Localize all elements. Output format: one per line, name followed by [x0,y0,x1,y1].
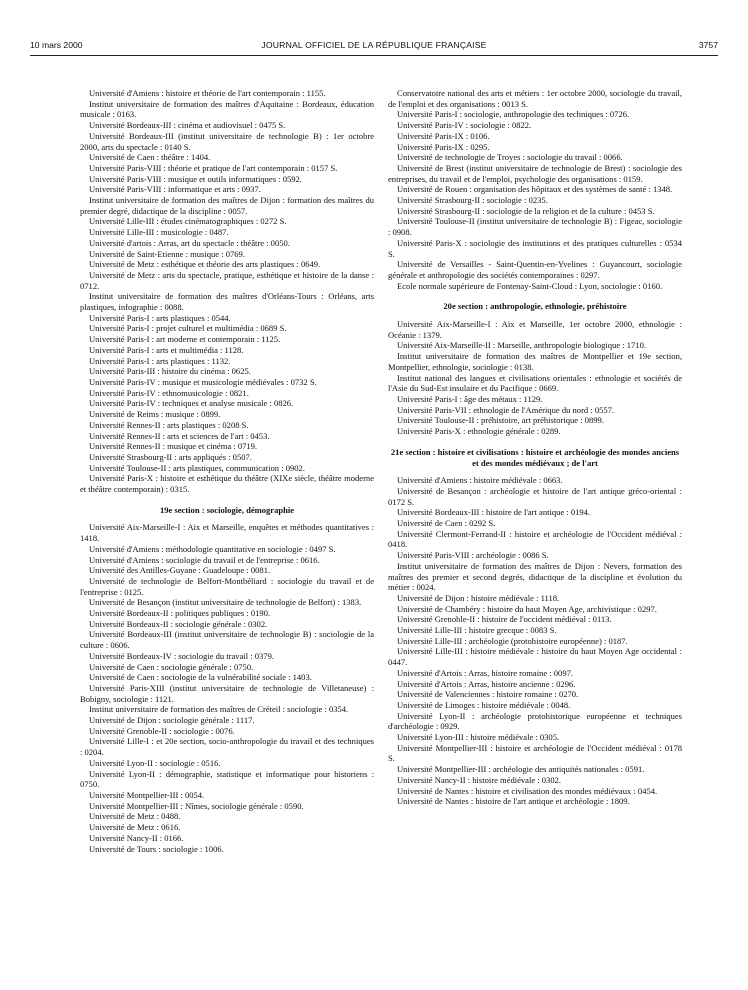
list-item: Université Paris-I : sociologie, anthropologie des techniques : 0726. [397,109,630,120]
list-item: Conservatoire national des arts et métiers : 1er octobre 2000, sociologie du travail, de l'emploi et des organisations : 0013 S. [388,88,682,109]
list-item: Université Bordeaux-II : sociologie générale : 0302. [89,618,268,629]
list-item: Université Rennes-II : arts et sciences de l'art : 0453. [89,430,270,441]
list-item: Université Paris-IV : musique et musicologie médiévales : 0732 S. [89,376,317,387]
list-item: Université Rennes-II : arts plastiques : 0208 S. [89,419,249,430]
list-item: Université Montpellier-III : Nîmes, sociologie générale : 0590. [89,800,304,811]
page-number: 3757 [698,40,718,50]
list-item: Université d'Amiens : sociologie du travail et de l'entreprise : 0616. [89,554,320,565]
list-item: Université Paris-IV : ethnomusicologie : 0821. [89,387,249,398]
list-item: Université de Metz : 0616. [89,822,181,833]
list-item: Université d'Amiens : histoire médiévale : 0663. [397,475,563,486]
list-item: Université de Caen : sociologie de la vulnérabilité sociale : 1403. [89,672,312,683]
list-item: Université de Brest (institut universitaire de technologie de Brest) : sociologie des entreprises, du travail et de l'emploi, psychologie des organisations : 0159. [388,162,682,184]
section-20-entries [388,319,682,437]
list-item: Université Grenoble-II : sociologie : 0076. [89,725,235,736]
list-item: Université Paris-X : sociologie des institutions et des pratiques culturelles : 0534 S. [388,237,682,259]
list-item: Université de Tours : sociologie : 1006. [89,843,224,854]
list-item: Université Bordeaux-III (institut universitaire de technologie B) : 1er octobre 2000, arts du spectacle : 0140 S. [80,130,374,152]
list-item: Université Lyon-II : démographie, statistique et informatique pour historiens : 0750. [80,768,374,790]
list-item: Université de Valenciennes : histoire romaine : 0270. [397,689,579,700]
list-item: Université de Metz : esthétique et théorie des arts plastiques : 0649. [89,259,321,270]
list-item: Université Strasbourg-II : sociologie de la religion et de la culture : 0453 S. [397,205,655,216]
list-item: Université Clermont-Ferrand-II : histoire et archéologie de l'Occident médiéval : 0418. [388,528,682,550]
list-item: Université de Limoges : histoire médiévale : 0048. [397,699,571,710]
list-item: Université de Dijon : histoire médiévale : 1118. [397,592,560,603]
list-item: Université de Caen : 0292 S. [397,518,496,529]
list-item: Université Montpellier-III : histoire et archéologie de l'Occident médiéval : 0178 S. [388,742,682,764]
list-item: Université d'Amiens : méthodologie quantitative en sociologie : 0497 S. [89,543,336,554]
list-item: Université Montpellier-III : 0054. [89,790,205,800]
section-19-heading: 19e section : sociologie, démographie [159,504,295,515]
list-item: Université Paris-IV : techniques et analyse musicale : 0826. [89,398,294,409]
list-item: Université Lille-III : histoire grecque : 0083 S. [397,625,557,636]
list-item: Université Lille-I : et 20e section, socio-anthropologie du travail et des techniques : 0204. [80,736,374,758]
section-19-entries [80,522,374,854]
list-item: Ecole normale supérieure de Fontenay-Saint-Cloud : Lyon, sociologie : 0160. [397,280,663,291]
list-item: Université Paris-I : âge des métaux : 1129. [397,393,543,404]
journal-title: JOURNAL OFFICIEL DE LA RÉPUBLIQUE FRANÇAISE [261,40,487,50]
list-item: Université de technologie de Troyes : sociologie du travail : 0066. [397,152,623,163]
list-item: Université de Reims : musique : 0899. [89,409,221,420]
list-item: Université de technologie de Belfort-Montbéliard : sociologie du travail et de l'entreprise : 0125. [80,575,374,597]
list-item: Université de Chambéry : histoire du haut Moyen Age, archivistique : 0297. [397,603,657,614]
list-item: Université Paris-VII : ethnologie de l'Amérique du nord : 0557. [397,404,615,415]
list-item: Université Paris-X : ethnologie générale : 0289. [397,426,561,437]
list-item: Université Aix-Marseille-II : Marseille, anthropologie biologique : 1710. [397,340,646,351]
list-item: Université Bordeaux-II : politiques publiques : 0190. [89,608,271,619]
header-date: 10 mars 2000 [30,40,83,50]
list-item: Université de Metz : 0488. [89,811,181,822]
list-item: Université de Besançon (institut universitaire de technologie de Belfort) : 1383. [89,597,362,608]
list-item: Université Paris-I : arts et multimédia : 1128. [89,344,244,355]
list-item: Université Paris-VIII : informatique et arts : 0937. [89,184,261,195]
list-item: Université Paris-IX : 0106. [397,130,490,141]
list-item: Université Nancy-II : histoire médiévale : 0302. [397,774,562,785]
list-item: Université Nancy-II : 0166. [89,832,184,843]
header-rule [30,55,718,56]
list-item: Université Paris-XIII (institut universitaire de technologie de Villetaneuse) : Bobigny, sociologie : 1121. [80,682,374,704]
list-item: Université Toulouse-II : arts plastiques, communication : 0902. [89,462,305,473]
list-item: Université Bordeaux-III (institut universitaire de technologie B) : sociologie de la culture : 0606. [80,629,374,651]
list-item: Université Strasbourg-II : arts appliqués : 0507. [89,451,252,462]
list-item: Université Paris-X : histoire et esthétique du théâtre (XIXe siècle, théâtre moderne et théâtre contemporain) : 0315. [80,473,374,495]
list-item: Institut national des langues et civilisations orientales : ethnologie et sociétés de l'Asie du Sud-Est insulaire et du Pacifique : 0669. [388,372,682,394]
section-20-heading: 20e section : anthropologie, ethnologie, préhistoire [443,301,627,312]
list-item: Université d'Amiens : histoire et théorie de l'art contemporain : 1155. [89,88,326,98]
right-top-entries [388,88,682,291]
list-item: Université Paris-IX : 0295. [397,141,490,152]
list-item: Université d'Artois : Arras, histoire romaine : 0097. [397,667,574,678]
list-item: Université Montpellier-III : archéologie des antiquités nationales : 0591. [397,764,645,775]
section-21-entries [388,475,682,807]
list-item: Université Strasbourg-II : sociologie : 0235. [397,195,548,206]
list-item: Université des Antilles-Guyane : Guadeloupe : 0081. [89,565,271,576]
list-item: Institut universitaire de formation des maîtres de Dijon : Nevers, formation des maîtres des premier et second degrés, didactique de la discipline et évolution du métier : 0024. [388,560,682,593]
list-item: Institut universitaire de formation des maîtres d'Aquitaine : Bordeaux, éducation musicale : 0163. [80,98,374,120]
list-item: Université Paris-III : histoire du cinéma : 0625. [89,366,251,377]
section-21-heading: 21e section : histoire et civilisations : histoire et archéologie des mondes anciens et des mondes médiévaux ; de l'art [390,446,680,468]
list-item: Université Lyon-II : sociologie : 0516. [89,757,221,768]
list-item: Université de Versailles - Saint-Quentin-en-Yvelines : Guyancourt, sociologie générale et anthropologie des sociétés contemporaines : 0297. [388,259,682,280]
list-item: Université Grenoble-II : histoire de l'occident médiéval : 0113. [397,614,612,625]
list-item: Université Paris-IV : sociologie : 0822. [397,120,532,131]
list-item: Université de Saint-Etienne : musique : 0769. [89,248,245,259]
list-item: Université Lille-III : études cinématographiques : 0272 S. [89,216,287,227]
page-header [30,40,718,52]
list-item: Université de Nantes : histoire et civilisation des mondes médiévaux : 0454. [397,785,658,796]
list-item: Université Bordeaux-III : histoire de l'art antique : 0194. [397,507,591,518]
left-column [80,88,374,854]
list-item: Université Paris-I : arts plastiques : 1132. [89,355,231,366]
list-item: Université de Caen : sociologie générale : 0750. [89,661,254,672]
list-item: Institut universitaire de formation des maîtres de Montpellier et 19e section, Montpellier, ethnologie, sociologie : 0138. [388,351,682,372]
list-item: Université Lyon-III : histoire médiévale : 0305. [397,732,560,743]
list-item: Université Lille-III : archéologie (protohistoire européenne) : 0187. [397,635,628,646]
list-item: Institut universitaire de formation des maîtres de Créteil : sociologie : 0354. [89,704,349,715]
list-item: Université Bordeaux-III : cinéma et audiovisuel : 0475 S. [89,120,286,131]
list-item: Université Paris-VIII : archéologie : 0086 S. [397,550,549,561]
list-item: Université Toulouse-II (institut universitaire de technologie B) : Figeac, sociologie : 0908. [388,216,682,238]
list-item: Université Rennes-II : musique et cinéma : 0719. [89,441,258,452]
list-item: Université de Nantes : histoire de l'art antique et archéologie : 1809. [397,796,630,807]
list-item: Université Lille-III : musicologie : 0487. [89,227,229,238]
list-item: Université de Dijon : sociologie générale : 1117. [89,715,255,726]
list-item: Université Paris-I : arts plastiques : 0544. [89,312,231,323]
list-item: Université de Besançon : archéologie et histoire de l'art antique gréco-oriental : 0172 S. [388,485,682,507]
list-item: Université Paris-I : art moderne et contemporain : 1125. [89,334,281,345]
list-item: Université Aix-Marseille-I : Aix et Marseille, 1er octobre 2000, ethnologie : Océanie : 1379. [388,319,682,340]
list-item: Université de Metz : arts du spectacle, pratique, esthétique et histoire de la danse : 0712. [80,269,374,291]
list-item: Université Lille-III : histoire médiévale : histoire du haut Moyen Age occidental : 0447. [388,646,682,668]
list-item: Université Aix-Marseille-I : Aix et Marseille, enquêtes et méthodes quantitatives : 1418. [80,522,374,544]
list-item: Université Paris-VIII : musique et outils informatiques : 0592. [89,173,302,184]
list-item: Université de Caen : théâtre : 1404. [89,152,211,163]
list-item: Université Paris-VIII : théorie et pratique de l'art contemporain : 0157 S. [89,162,338,173]
right-column [388,88,682,807]
left-entries [80,88,374,495]
list-item: Institut universitaire de formation des maîtres de Dijon : formation des maîtres du premier degré, didactique de la discipline : 0057. [80,195,374,216]
list-item: Université Bordeaux-IV : sociologie du travail : 0379. [89,650,274,661]
list-item: Institut universitaire de formation des maîtres d'Orléans-Tours : Orléans, arts plastiques, infographie : 0088. [80,291,374,313]
list-item: Université Paris-I : projet culturel et multimédia : 0689 S. [89,323,287,334]
list-item: Université de Rouen : organisation des hôpitaux et des systèmes de santé : 1348. [397,184,673,195]
list-item: Université Lyon-II : archéologie protohistorique européenne et techniques d'archéologie : 0929. [388,710,682,732]
list-item: Université d'artois : Arras, art du spectacle : théâtre : 0050. [89,237,290,248]
list-item: Université d'Artois : Arras, histoire ancienne : 0296. [397,678,576,689]
list-item: Université Toulouse-II : préhistoire, art préhistorique : 0899. [397,415,604,426]
